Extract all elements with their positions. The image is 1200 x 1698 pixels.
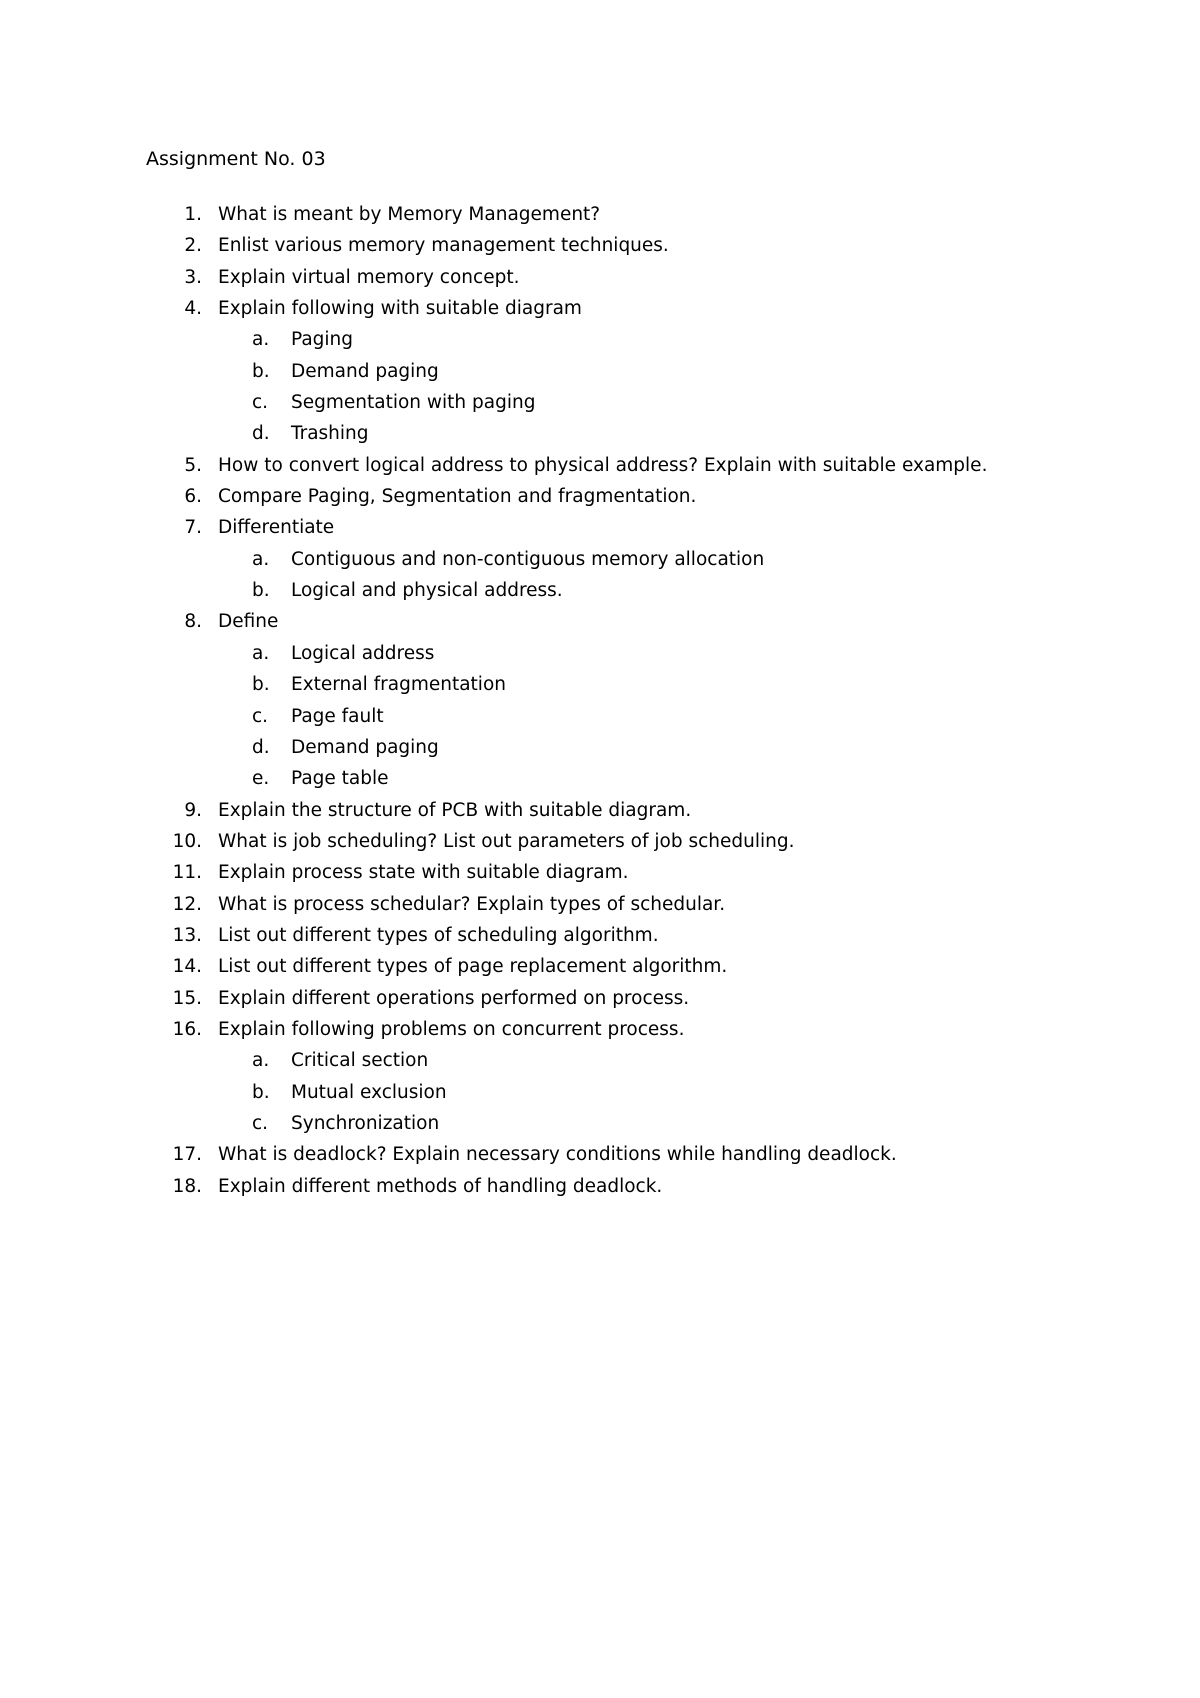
question-text: Explain different methods of handling deadlock. — [218, 1175, 663, 1197]
question-number: 14. — [172, 956, 202, 978]
question-number: 5. — [184, 454, 202, 476]
sub-question-letter: c. — [252, 1112, 269, 1134]
question-text: Enlist various memory management techniques. — [218, 235, 669, 257]
sub-question-item — [0, 1108, 1200, 1139]
question-number: 9. — [184, 799, 202, 821]
question-text: List out different types of page replacement algorithm. — [218, 956, 728, 978]
sub-question-text: Trashing — [291, 423, 369, 445]
sub-question-text: Mutual exclusion — [291, 1081, 447, 1103]
sub-question-letter: d. — [252, 736, 270, 758]
sub-question-item — [0, 324, 1200, 355]
question-text: Explain following problems on concurrent process. — [218, 1018, 685, 1040]
question-number: 15. — [172, 987, 202, 1009]
question-text: What is meant by Memory Management? — [218, 204, 601, 225]
question-text: What is job scheduling? List out parameters of job scheduling. — [218, 830, 795, 852]
question-item — [0, 1014, 1200, 1045]
sub-question-item — [0, 763, 1200, 794]
question-item — [0, 826, 1200, 857]
question-number: 2. — [184, 235, 202, 257]
question-item — [0, 920, 1200, 951]
sub-question-item — [0, 732, 1200, 763]
question-item — [0, 795, 1200, 826]
question-number: 11. — [172, 862, 202, 884]
question-number: 3. — [184, 266, 202, 288]
sub-question-item — [0, 544, 1200, 575]
question-item — [0, 951, 1200, 982]
question-number: 10. — [172, 830, 202, 852]
sub-question-letter: c. — [252, 392, 269, 414]
question-text: Define — [218, 611, 279, 633]
question-item — [0, 512, 1200, 543]
question-text: Explain the structure of PCB with suitable diagram. — [218, 799, 692, 821]
sub-question-item — [0, 669, 1200, 700]
question-number: 7. — [184, 517, 202, 539]
question-text: List out different types of scheduling algorithm. — [218, 924, 659, 946]
question-item — [0, 889, 1200, 920]
sub-question-item — [0, 575, 1200, 606]
sub-question-text: External fragmentation — [291, 674, 506, 696]
sub-question-letter: a. — [252, 1050, 270, 1072]
question-text: Differentiate — [218, 517, 335, 539]
sub-question-letter: e. — [252, 768, 270, 790]
question-text: Compare Paging, Segmentation and fragmentation. — [218, 486, 697, 508]
assignment-title: Assignment No. 03 — [146, 148, 326, 170]
question-item — [0, 1171, 1200, 1202]
question-number: 13. — [172, 924, 202, 946]
sub-question-text: Page table — [291, 768, 389, 790]
sub-question-letter: b. — [252, 674, 270, 696]
question-text: Explain different operations performed on process. — [218, 987, 690, 1009]
sub-question-letter: a. — [252, 329, 270, 351]
question-number: 12. — [172, 893, 202, 915]
question-text: Explain following with suitable diagram — [218, 298, 582, 320]
sub-question-letter: a. — [252, 642, 270, 664]
sub-question-text: Page fault — [291, 705, 384, 727]
question-number: 4. — [184, 298, 202, 320]
question-number: 8. — [184, 611, 202, 633]
sub-question-item — [0, 1045, 1200, 1076]
question-item — [0, 199, 1200, 230]
sub-question-text: Paging — [291, 329, 354, 351]
question-item — [0, 262, 1200, 293]
question-item — [0, 293, 1200, 324]
sub-question-letter: b. — [252, 580, 270, 602]
question-item — [0, 983, 1200, 1014]
question-text: What is deadlock? Explain necessary conditions while handling deadlock. — [218, 1144, 897, 1166]
sub-question-letter: b. — [252, 1081, 270, 1103]
question-item — [0, 1139, 1200, 1170]
question-item — [0, 481, 1200, 512]
question-text: What is process schedular? Explain types of schedular. — [218, 893, 726, 915]
sub-question-item — [0, 418, 1200, 449]
sub-question-item — [0, 638, 1200, 669]
sub-question-letter: b. — [252, 360, 270, 382]
question-text: How to convert logical address to physical address? Explain with suitable example. — [218, 454, 988, 476]
question-text: Explain process state with suitable diagram. — [218, 862, 629, 884]
sub-question-item — [0, 387, 1200, 418]
sub-question-text: Critical section — [291, 1050, 429, 1072]
question-number: 17. — [172, 1144, 202, 1166]
sub-question-text: Demand paging — [291, 736, 439, 758]
sub-question-text: Demand paging — [291, 360, 439, 382]
sub-question-item — [0, 356, 1200, 387]
sub-question-text: Contiguous and non-contiguous memory allocation — [291, 548, 765, 570]
sub-question-text: Synchronization — [291, 1112, 440, 1134]
question-number: 6. — [184, 486, 202, 508]
sub-question-text: Logical and physical address. — [291, 580, 563, 602]
question-item — [0, 857, 1200, 888]
question-text: Explain virtual memory concept. — [218, 266, 520, 288]
question-item — [0, 450, 1200, 481]
sub-question-letter: a. — [252, 548, 270, 570]
question-number: 1. — [184, 204, 202, 225]
sub-question-text: Logical address — [291, 642, 435, 664]
question-number: 18. — [172, 1175, 202, 1197]
question-item — [0, 606, 1200, 637]
sub-question-item — [0, 1077, 1200, 1108]
sub-question-text: Segmentation with paging — [291, 392, 536, 414]
question-number: 16. — [172, 1018, 202, 1040]
sub-question-letter: d. — [252, 423, 270, 445]
sub-question-item — [0, 701, 1200, 732]
sub-question-letter: c. — [252, 705, 269, 727]
question-list — [0, 199, 1200, 1202]
question-item — [0, 230, 1200, 261]
